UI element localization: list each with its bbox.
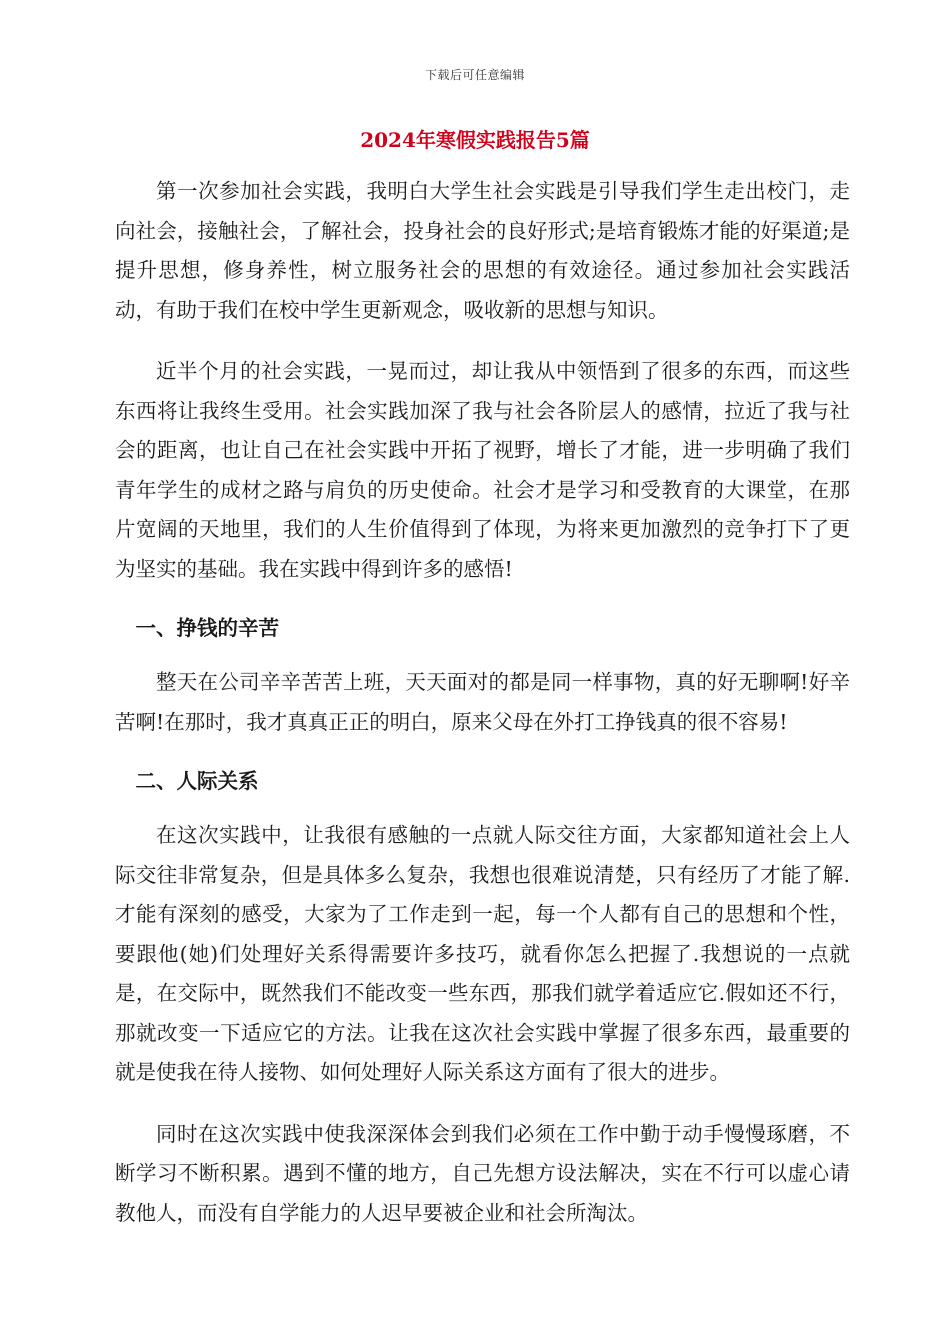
- body-paragraph: 第一次参加社会实践，我明白大学生社会实践是引导我们学生走出校门，走向社会，接触社会，了解社会，投身社会的良好形式;是培育锻炼才能的好渠道;是提升思想，修身养性，树立服务社会的思想的有效途径。通过参加社会实践活动，有助于我们在校中学生更新观念，吸收新的思想与知识。: [115, 179, 850, 322]
- section-heading-earning: 一、挣钱的辛苦: [135, 616, 279, 640]
- document-title: 2024年寒假实践报告5篇: [360, 128, 590, 152]
- body-paragraph: 整天在公司辛辛苦苦上班，天天面对的都是同一样事物，真的好无聊啊!好辛苦啊!在那时，我才真真正正的明白，原来父母在外打工挣钱真的很不容易!: [115, 670, 850, 734]
- section-heading-relationships: 二、人际关系: [135, 769, 259, 793]
- body-paragraph: 在这次实践中，让我很有感触的一点就人际交往方面，大家都知道社会上人际交往非常复杂，但是具体多么复杂，我想也很难说清楚，只有经历了才能了解.才能有深刻的感受，大家为了工作走到一起，每一个人都有自己的思想和个性，要跟他(她)们处理好关系得需要许多技巧，就看你怎么把握了.我想说的一点就是，在交际中，既然我们不能改变一些东西，那我们就学着适应它.假如还不行，那就改变一下适应它的方法。让我在这次社会实践中掌握了很多东西，最重要的就是使我在待人接物、如何处理好人际关系这方面有了很大的进步。: [115, 823, 850, 1084]
- body-paragraph: 近半个月的社会实践，一晃而过，却让我从中领悟到了很多的东西，而这些东西将让我终生受用。社会实践加深了我与社会各阶层人的感情，拉近了我与社会的距离，也让自己在社会实践中开拓了视野，增长了才能，进一步明确了我们青年学生的成材之路与肩负的历史使命。社会才是学习和受教育的大课堂，在那片宽阔的天地里，我们的人生价值得到了体现，为将来更加激烈的竞争打下了更为坚实的基础。我在实践中得到许多的感悟!: [115, 359, 850, 581]
- body-paragraph: 同时在这次实践中使我深深体会到我们必须在工作中勤于动手慢慢琢磨，不断学习不断积累。遇到不懂的地方，自己先想方设法解决，实在不行可以虚心请教他人，而没有自学能力的人迟早要被企业和社会所淘汰。: [115, 1121, 850, 1225]
- page-header-note: 下载后可任意编辑: [424, 68, 525, 82]
- document-body: [115, 172, 850, 1255]
